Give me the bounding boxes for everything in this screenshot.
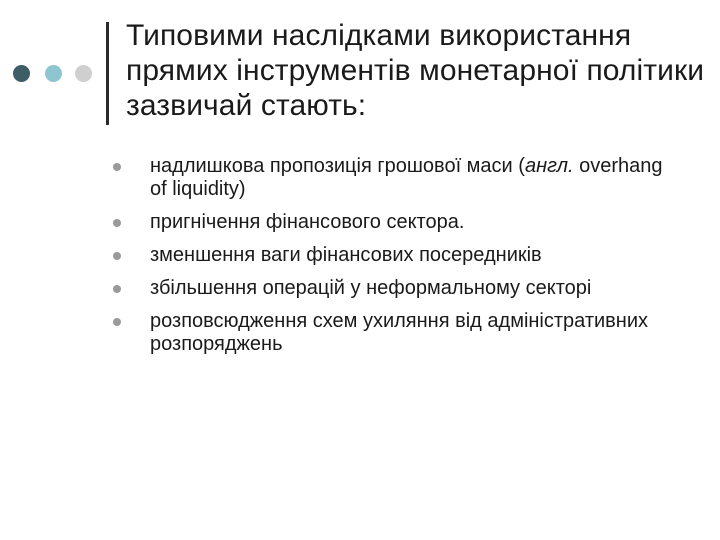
bullet-text: пригнічення фінансового сектора.	[150, 211, 465, 233]
bullet-dot-icon	[113, 285, 121, 293]
title-divider	[106, 22, 109, 125]
bullet-item-4	[0, 277, 720, 300]
bullet-item-5	[0, 310, 720, 356]
bullet-text: збільшення операцій у неформальному секторі	[150, 277, 592, 299]
bullet-text: надлишкова пропозиція грошової маси (англ. overhang of liquidity)	[150, 155, 663, 200]
decorative-dot-grey	[75, 65, 92, 82]
decorative-dot-dark	[13, 65, 30, 82]
bullet-dot-icon	[113, 219, 121, 227]
slide-title: Типовими наслідками використання прямих інструментів монетарної політики зазвичай стають:	[126, 19, 705, 122]
bullet-dot-icon	[113, 318, 121, 326]
bullet-list	[0, 155, 720, 366]
bullet-item-1	[0, 155, 720, 201]
bullet-dot-icon	[113, 252, 121, 260]
bullet-item-3	[0, 244, 720, 267]
bullet-text: зменшення ваги фінансових посередників	[150, 244, 542, 266]
decorative-dot-teal	[45, 65, 62, 82]
bullet-text: розповсюдження схем ухиляння від адміністративних розпоряджень	[150, 310, 649, 355]
bullet-item-2	[0, 211, 720, 234]
bullet-dot-icon	[113, 163, 121, 171]
